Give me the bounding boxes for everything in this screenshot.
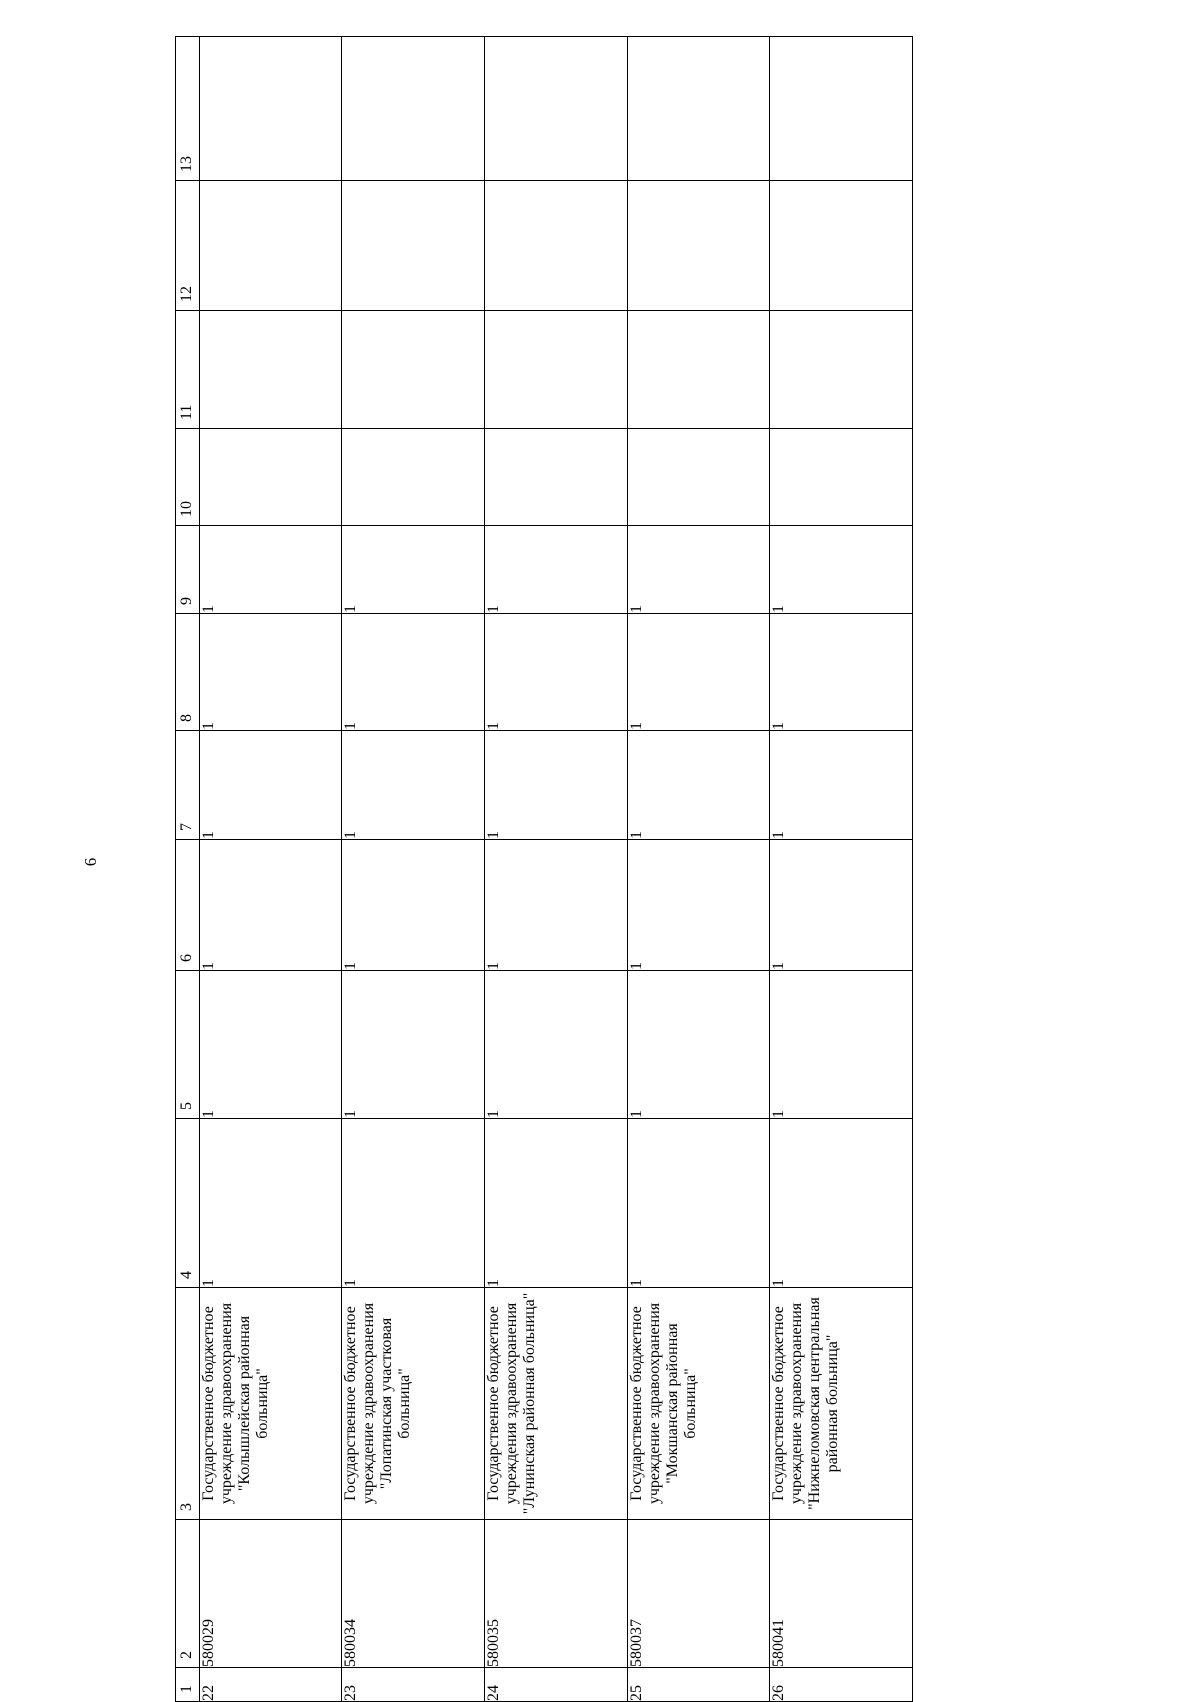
code-cell: 580041: [770, 1520, 913, 1668]
value-cell: [342, 181, 485, 311]
value-cell: 1: [627, 840, 770, 971]
column-number: 13: [176, 37, 200, 181]
column-number: 9: [176, 526, 200, 614]
code-cell: 580035: [484, 1520, 627, 1668]
value-cell: [342, 37, 485, 181]
value-cell: [627, 181, 770, 311]
value-cell: [627, 429, 770, 526]
value-cell: [484, 181, 627, 311]
table-row: [627, 37, 770, 1702]
value-cell: 1: [770, 840, 913, 971]
value-cell: [199, 311, 342, 429]
code-cell: 580029: [199, 1520, 342, 1668]
institution-name-cell: Государственное бюджетное учреждения здравоохранения "Лунинская районная больница": [484, 1288, 627, 1520]
row-number-cell: 23: [342, 1668, 485, 1702]
table-row: [342, 37, 485, 1702]
value-cell: [199, 37, 342, 181]
value-cell: [484, 311, 627, 429]
value-cell: 1: [627, 614, 770, 731]
value-cell: 1: [199, 526, 342, 614]
value-cell: [770, 311, 913, 429]
code-cell: 580034: [342, 1520, 485, 1668]
table-row: [770, 37, 913, 1702]
row-number-cell: 26: [770, 1668, 913, 1702]
value-cell: [627, 37, 770, 181]
column-number: 12: [176, 181, 200, 311]
column-number: 5: [176, 971, 200, 1119]
table-row: [484, 37, 627, 1702]
value-cell: 1: [484, 1119, 627, 1288]
value-cell: [342, 429, 485, 526]
value-cell: 1: [342, 614, 485, 731]
table-row: [199, 37, 342, 1702]
value-cell: 1: [199, 731, 342, 840]
value-cell: [627, 311, 770, 429]
column-number-row: [176, 37, 200, 1702]
value-cell: 1: [770, 971, 913, 1119]
value-cell: 1: [342, 526, 485, 614]
institution-name-cell: Государственное бюджетное учреждение здравоохранения "Колышлейская районная больница": [199, 1288, 342, 1520]
value-cell: 1: [342, 971, 485, 1119]
value-cell: [484, 429, 627, 526]
value-cell: 1: [199, 614, 342, 731]
value-cell: 1: [484, 840, 627, 971]
value-cell: [484, 37, 627, 181]
value-cell: 1: [770, 614, 913, 731]
row-number-cell: 22: [199, 1668, 342, 1702]
value-cell: 1: [770, 1119, 913, 1288]
value-cell: 1: [484, 614, 627, 731]
institution-name-cell: Государственное бюджетное учреждение здравоохранения "Мокшанская районная больница": [627, 1288, 770, 1520]
column-number: 7: [176, 731, 200, 840]
value-cell: 1: [342, 1119, 485, 1288]
column-number: 6: [176, 840, 200, 971]
column-number: 1: [176, 1668, 200, 1702]
value-cell: 1: [342, 840, 485, 971]
data-table: [175, 36, 913, 1702]
value-cell: 1: [627, 1119, 770, 1288]
value-cell: [770, 37, 913, 181]
value-cell: 1: [484, 731, 627, 840]
value-cell: 1: [199, 1119, 342, 1288]
value-cell: 1: [627, 731, 770, 840]
value-cell: [342, 311, 485, 429]
value-cell: 1: [484, 971, 627, 1119]
value-cell: 1: [484, 526, 627, 614]
value-cell: 1: [199, 840, 342, 971]
column-number: 11: [176, 311, 200, 429]
page-number: 6: [81, 857, 100, 867]
column-number: 10: [176, 429, 200, 526]
value-cell: 1: [199, 971, 342, 1119]
row-number-cell: 24: [484, 1668, 627, 1702]
value-cell: [199, 181, 342, 311]
column-number: 3: [176, 1288, 200, 1520]
column-number: 8: [176, 614, 200, 731]
row-number-cell: 25: [627, 1668, 770, 1702]
institution-name-cell: Государственное бюджетное учреждение здравоохранения "Нижнеломовская центральная районная больница": [770, 1288, 913, 1520]
value-cell: [199, 429, 342, 526]
value-cell: 1: [770, 731, 913, 840]
value-cell: 1: [342, 731, 485, 840]
value-cell: [770, 181, 913, 311]
value-cell: 1: [627, 971, 770, 1119]
column-number: 2: [176, 1520, 200, 1668]
value-cell: 1: [770, 526, 913, 614]
institution-name-cell: Государственное бюджетное учреждение здравоохранения "Лопатинская участковая больница": [342, 1288, 485, 1520]
value-cell: 1: [627, 526, 770, 614]
column-number: 4: [176, 1119, 200, 1288]
value-cell: [770, 429, 913, 526]
table-container: [175, 37, 913, 1702]
code-cell: 580037: [627, 1520, 770, 1668]
